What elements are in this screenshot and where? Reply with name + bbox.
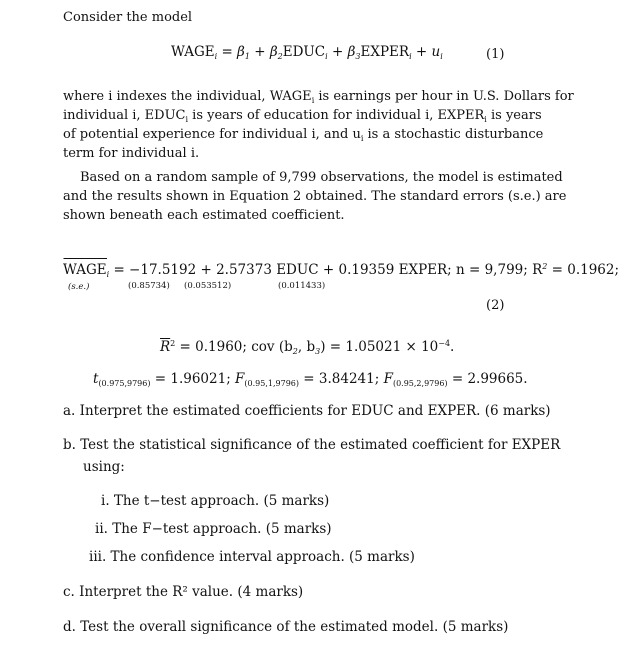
question-b-ii: ii. The F−test approach. (5 marks) xyxy=(95,521,332,537)
para1-line4: term for individual i. xyxy=(63,146,200,161)
question-a: a. Interpret the estimated coefficients for EDUC and EXPER. (6 marks) xyxy=(63,403,551,419)
se-exper: (0.011433) xyxy=(278,281,326,291)
question-b-line1: b. Test the statistical significance of the estimated coefficient for EXPER xyxy=(63,437,561,453)
para1-line2: individual i, $EDUC_i$ is years of education for individual i, $EXPER_i$ is years xyxy=(63,108,542,124)
se-educ: (0.053512) xyxy=(184,281,232,291)
question-b-line2: using: xyxy=(83,459,125,475)
equation-1-number: (1) xyxy=(486,47,505,62)
para2-line2: and the results shown in Equation 2 obtained. The standard errors (s.e.) are xyxy=(63,189,567,204)
para2-line1: Based on a random sample of 9,799 observations, the model is estimated xyxy=(80,170,563,185)
para2-line3: shown beneath each estimated coefficient. xyxy=(63,208,345,223)
equation-3: $\overline{R}^2 = 0.1960$; cov ($b_2$, $b_3) = 1.05021 \times 10^{-4}$. xyxy=(160,339,455,356)
equation-1: $WAGE_i = \beta_1$ + $\beta_2EDUC_i$ + $\beta_3EXPER_i + u_i$ xyxy=(171,44,443,61)
se-label: (s.e.) xyxy=(68,282,90,292)
question-b-i: i. The t−test approach. (5 marks) xyxy=(101,493,330,509)
se-constant: (0.85734) xyxy=(128,281,170,291)
question-b-iii: iii. The confidence interval approach. (5 marks) xyxy=(89,549,415,565)
equation-2: $WAGE_i = -17.5192 + 2.57373$ EDUC + 0.19359 EXPER; n = 9,799; $R^2 = 0.1962$; xyxy=(63,262,620,279)
question-c: c. Interpret the R² value. (4 marks) xyxy=(63,584,304,600)
question-d: d. Test the overall significance of the estimated model. (5 marks) xyxy=(63,619,509,635)
para1-line3: of potential experience for individual i, and $u_i$ is a stochastic disturbance xyxy=(63,127,544,143)
equation-2-number: (2) xyxy=(486,298,505,313)
intro-text: Consider the model xyxy=(63,10,193,25)
para1-line1: where i indexes the individual, $WAGE_i$ is earnings per hour in U.S. Dollars for xyxy=(63,89,574,105)
equation-4: $t_{(0.975,9796)} = 1.96021$; $F_{(0.95,1,9796)} = 3.84241$; $F_{(0.95,2,9796)} = 2.99665$. xyxy=(93,371,528,388)
